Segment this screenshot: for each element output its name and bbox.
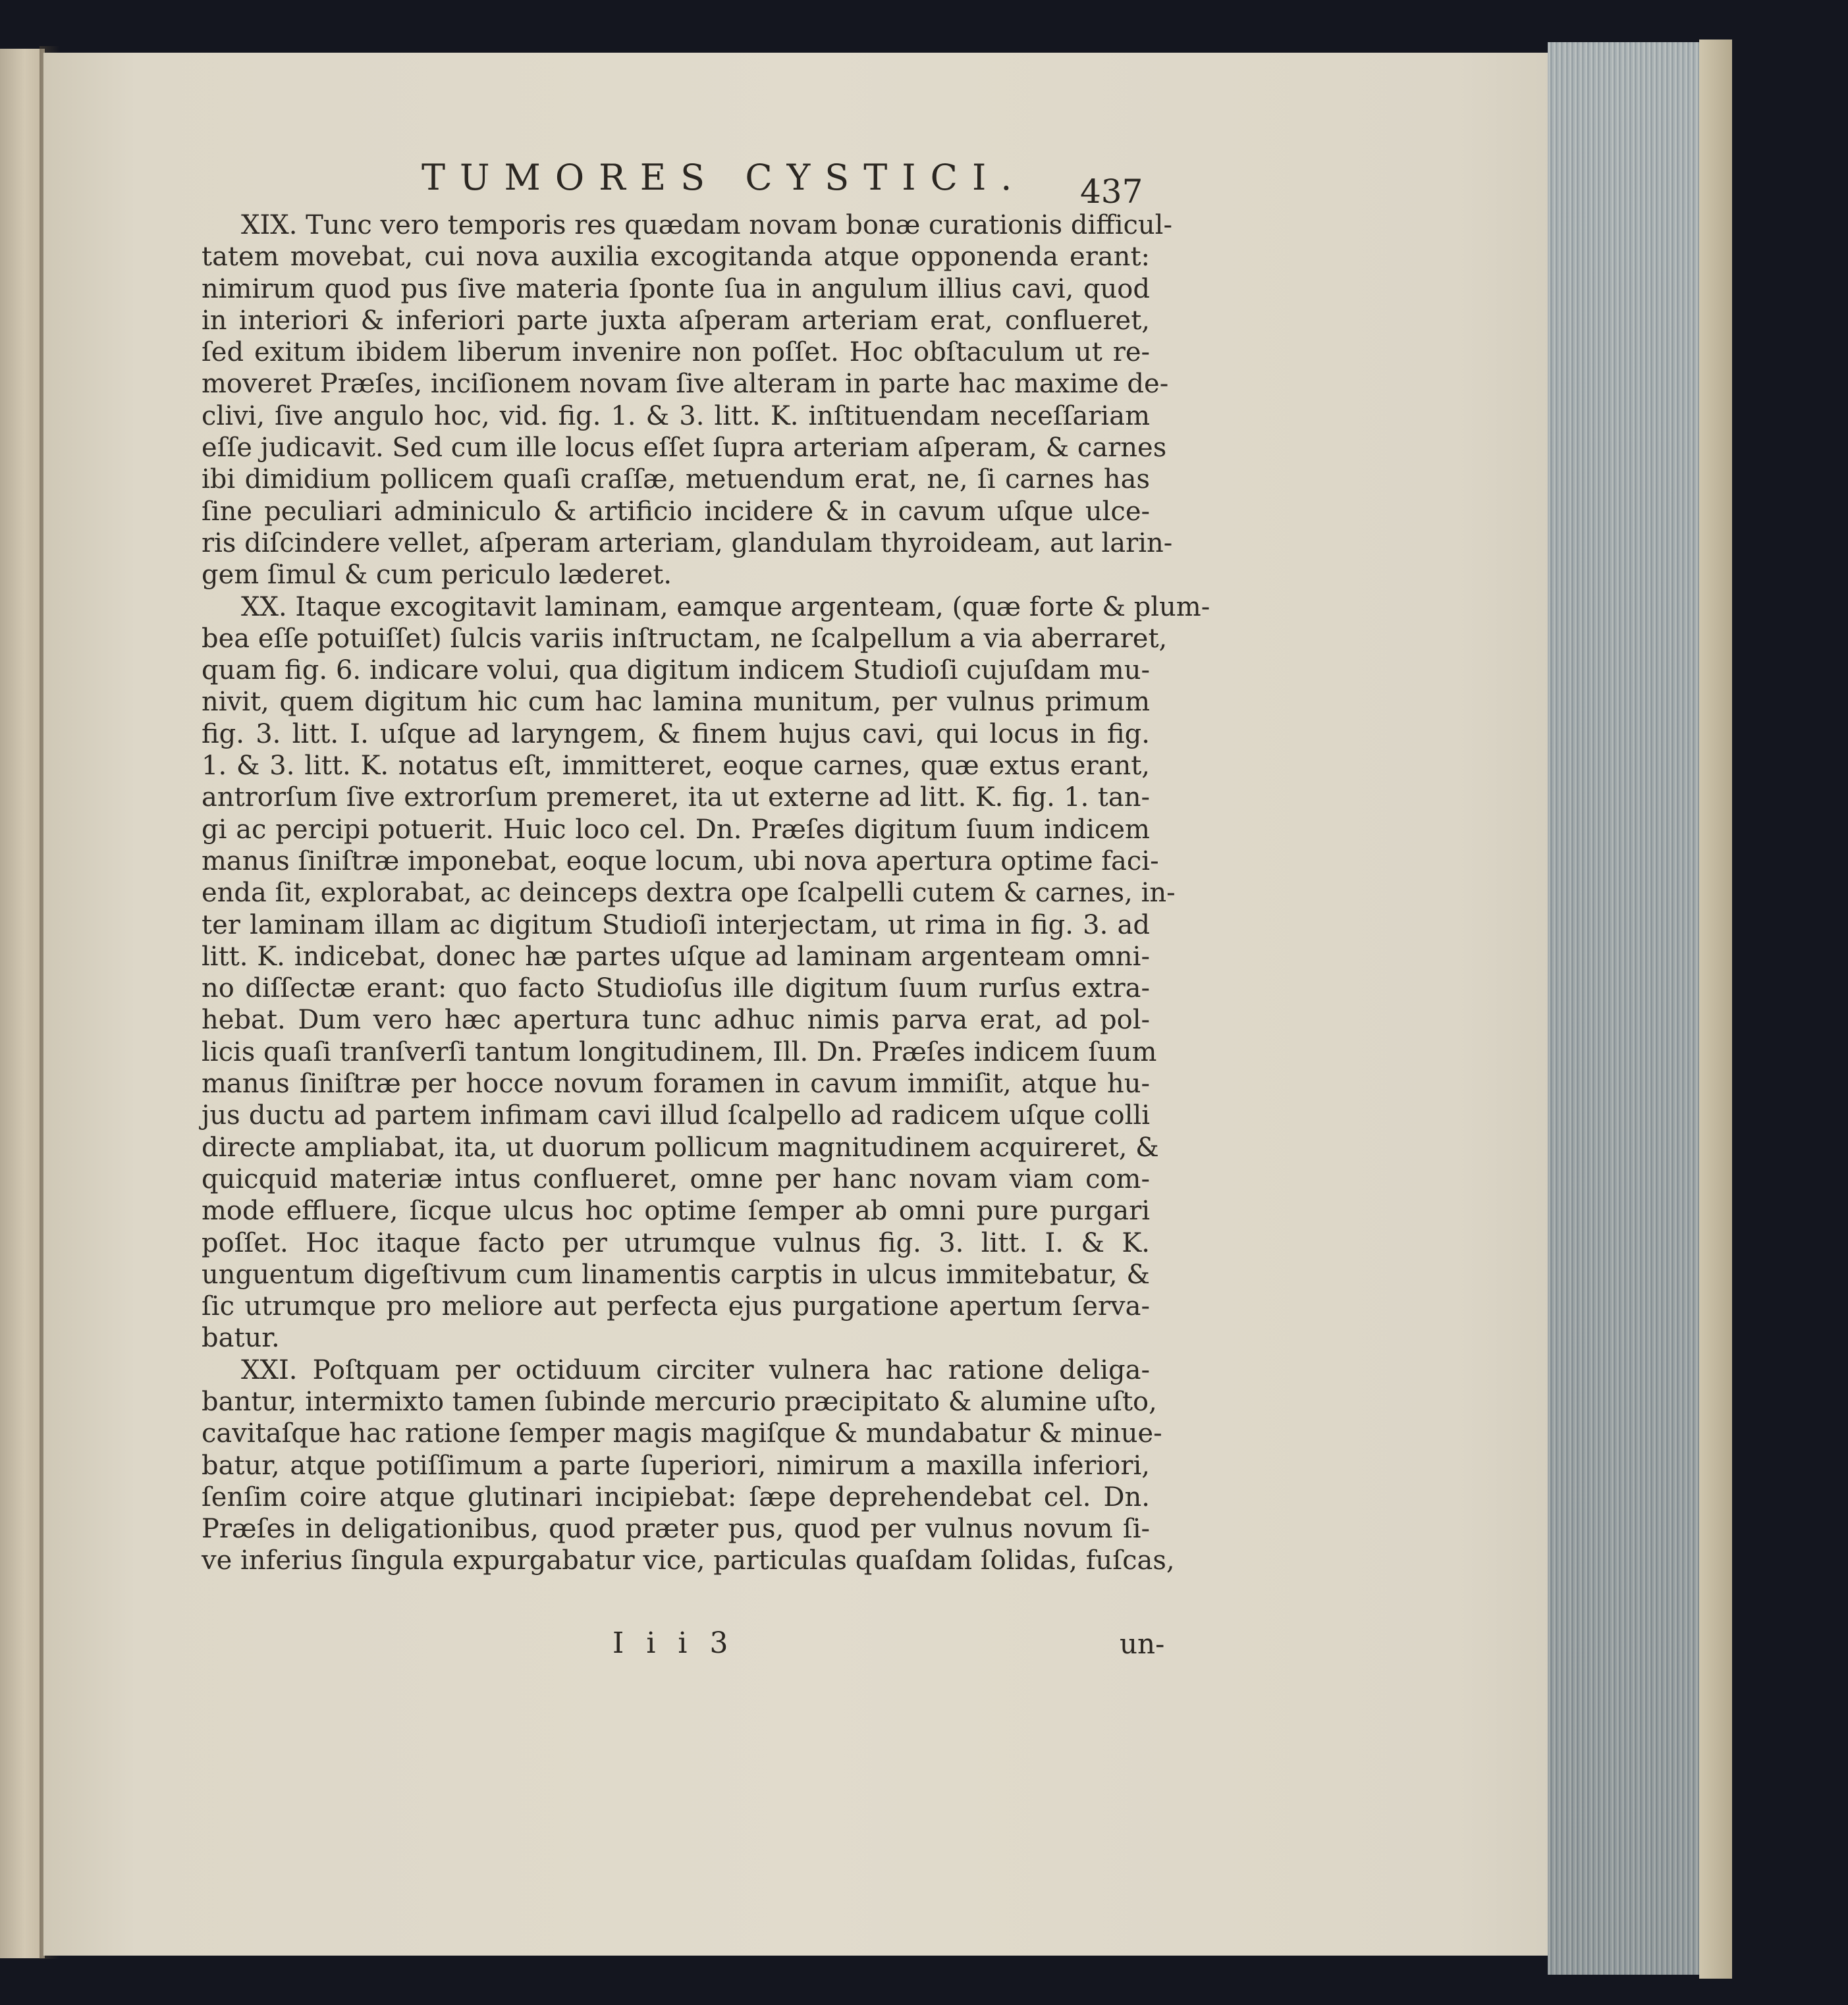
book-cover-board — [1699, 40, 1732, 1979]
body-text — [202, 209, 1210, 1577]
text-line: antrorſum ſive extrorſum premeret, ita ut externe ad litt. K. fig. 1. tan- — [202, 782, 1150, 813]
page-block-edges — [1548, 42, 1706, 1975]
text-line: XIX. Tunc vero temporis res quædam novam bonæ curationis difficul- — [241, 210, 1172, 240]
text-line: gi ac percipi potuerit. Huic loco cel. Dn. Præſes digitum ſuum indicem — [202, 814, 1150, 845]
text-line: no diſſectæ erant: quo facto Studioſus ille digitum ſuum rurſus extra- — [202, 973, 1150, 1004]
text-line: ſic utrumque pro meliore aut perfecta ejus purgatione apertum ſerva- — [202, 1291, 1150, 1322]
text-line: 1. & 3. litt. K. notatus eſt, immitteret, eoque carnes, quæ extus erant, — [202, 751, 1150, 782]
text-line: ve inferius ſingula expurgabatur vice, particulas quaſdam ſolidas, fuſcas, — [202, 1545, 1175, 1576]
text-line: manus ſiniſtræ imponebat, eoque locum, ubi nova apertura optime faci- — [202, 845, 1159, 876]
text-line: XX. Itaque excogitavit laminam, eamque argenteam, (quæ forte & plum- — [241, 591, 1210, 622]
text-line: bantur, intermixto tamen ſubinde mercurio præcipitato & alumine uſto, — [202, 1386, 1157, 1417]
text-line: cavitaſque hac ratione ſemper magis magiſque & mundabatur & minue- — [202, 1418, 1162, 1449]
text-line: mode effluere, ſicque ulcus hoc optime ſemper ab omni pure purgari — [202, 1196, 1150, 1227]
text-line: gem ſimul & cum periculo læderet. — [202, 560, 672, 591]
text-line: ſine peculiari adminiculo & artificio incidere & in cavum uſque ulce- — [202, 496, 1150, 527]
text-line: quicquid materiæ intus conflueret, omne per hanc novam viam com- — [202, 1163, 1150, 1194]
running-title: TUMORES CYSTICI. — [421, 157, 1027, 198]
text-line: ſed exitum ibidem liberum invenire non poſſet. Hoc obſtaculum ut re- — [202, 337, 1150, 368]
text-line: ter laminam illam ac digitum Studioſi interjectam, ut rima in fig. 3. ad — [202, 909, 1150, 940]
text-line: manus ſiniſtræ per hocce novum foramen in cavum immiſit, atque hu- — [202, 1069, 1150, 1100]
text-line: quam fig. 6. indicare volui, qua digitum indicem Studioſi cujuſdam mu- — [202, 655, 1150, 686]
text-line: ris diſcindere vellet, aſperam arteriam, glandulam thyroideam, aut larin- — [202, 527, 1173, 558]
text-line: poſſet. Hoc itaque facto per utrumque vulnus fig. 3. litt. I. & K. — [202, 1227, 1150, 1258]
text-line: batur, atque potiſſimum a parte ſuperiori, nimirum a maxilla inferiori, — [202, 1450, 1150, 1481]
text-line: batur. — [202, 1323, 280, 1354]
text-line: directe ampliabat, ita, ut duorum pollicum magnitudinem acquireret, & — [202, 1132, 1159, 1163]
text-line: litt. K. indicebat, donec hæ partes uſque ad laminam argenteam omni- — [202, 941, 1150, 972]
text-line: Præſes in deligationibus, quod præter pus, quod per vulnus novum ſi- — [202, 1514, 1150, 1545]
text-line: eſſe judicavit. Sed cum ille locus eſſet ſupra arteriam aſperam, & carnes — [202, 433, 1167, 464]
text-line: unguentum digeſtivum cum linamentis carptis in ulcus immitebatur, & — [202, 1259, 1150, 1290]
text-line: clivi, ſive angulo hoc, vid. fig. 1. & 3. litt. K. inſtituendam neceſſariam — [202, 400, 1150, 431]
text-line: ſenſim coire atque glutinari incipiebat: ſæpe deprehendebat cel. Dn. — [202, 1482, 1150, 1512]
text-line: fig. 3. litt. I. uſque ad laryngem, & finem hujus cavi, qui locus in fig. — [202, 718, 1150, 749]
page-number: 437 — [1080, 173, 1143, 211]
left-page-edge — [0, 49, 45, 1958]
text-line: in interiori & inferiori parte juxta aſperam arteriam erat, conflueret, — [202, 305, 1150, 336]
text-line: licis quaſi tranſverſi tantum longitudinem, Ill. Dn. Præſes indicem ſuum — [202, 1036, 1157, 1067]
text-line: moveret Præſes, inciſionem novam ſive alteram in parte hac maxime de- — [202, 369, 1169, 400]
text-line: nimirum quod pus ſive materia ſponte ſua in angulum illius cavi, quod — [202, 273, 1150, 304]
catchword: un- — [1120, 1628, 1165, 1660]
text-line: tatem movebat, cui nova auxilia excogitanda atque opponenda erant: — [202, 242, 1150, 273]
text-line: bea eſſe potuiſſet) ſulcis variis inſtructam, ne ſcalpellum a via aberraret, — [202, 623, 1168, 654]
text-line: jus ductu ad partem infimam cavi illud ſcalpello ad radicem uſque colli — [202, 1100, 1150, 1131]
text-line: ibi dimidium pollicem quaſi craſſæ, metuendum erat, ne, ſi carnes has — [202, 464, 1150, 495]
text-line: enda ſit, explorabat, ac deinceps dextra ope ſcalpelli cutem & carnes, in- — [202, 878, 1176, 909]
text-line: XXI. Poſtquam per octiduum circiter vulnera hac ratione deliga- — [241, 1354, 1150, 1385]
signature-mark: I i i 3 — [612, 1626, 735, 1660]
text-line: hebat. Dum vero hæc apertura tunc adhuc nimis parva erat, ad pol- — [202, 1005, 1150, 1036]
text-line: nivit, quem digitum hic cum hac lamina munitum, per vulnus primum — [202, 687, 1150, 718]
